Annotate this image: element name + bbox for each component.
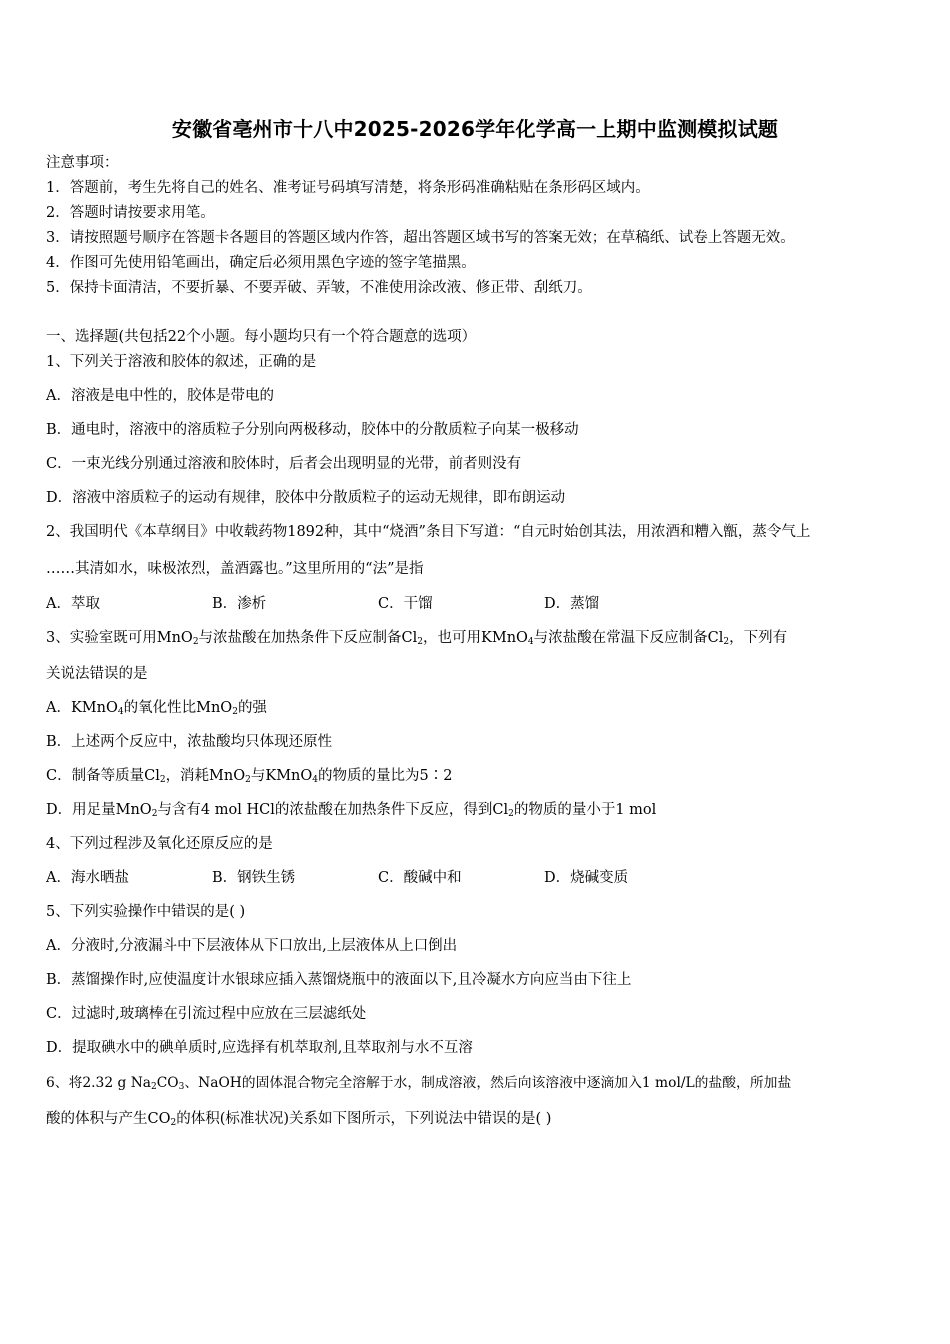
q3-option-a: A．KMnO$_4$的氧化性比MnO$_2$的强 bbox=[46, 700, 267, 717]
notice-item-4: 4．作图可先使用铅笔画出，确定后必须用黑色字迹的签字笔描黑。 bbox=[46, 255, 476, 271]
q1-option-c: C．一束光线分别通过溶液和胶体时，后者会出现明显的光带，前者则没有 bbox=[46, 456, 522, 472]
q2-stem-line2: ……其清如水，味极浓烈，盖酒露也。”这里所用的“法”是指 bbox=[46, 561, 424, 577]
q4-stem: 4、下列过程涉及氧化还原反应的是 bbox=[46, 836, 273, 852]
q1-option-d: D．溶液中溶质粒子的运动有规律，胶体中分散质粒子的运动无规律，即布朗运动 bbox=[46, 490, 566, 506]
q2-options bbox=[46, 594, 906, 614]
notice-heading: 注意事项： bbox=[46, 155, 119, 171]
q4-option-a: A．海水晒盐 bbox=[46, 870, 129, 886]
q1-option-a: A．溶液是电中性的，胶体是带电的 bbox=[46, 388, 274, 404]
q2-option-b: B．渗析 bbox=[212, 596, 267, 612]
q5-option-a: A．分液时,分液漏斗中下层液体从下口放出,上层液体从上口倒出 bbox=[46, 938, 458, 954]
q2-stem-line1: 2、我国明代《本草纲目》中收载药物1892种，其中“烧酒”条目下写道：“自元时始创其法，用浓酒和糟入甑，蒸令气上 bbox=[46, 524, 811, 540]
q6-stem-line2: 酸的体积与产生$CO_2$的体积(标准状况)关系如下图所示，下列说法中错误的是( ) bbox=[46, 1111, 552, 1128]
q2-option-a: A．萃取 bbox=[46, 596, 100, 612]
q4-option-b: B．钢铁生锈 bbox=[212, 870, 296, 886]
notice-item-3: 3．请按照题号顺序在答题卡各题目的答题区域内作答，超出答题区域书写的答案无效；在草稿纸、试卷上答题无效。 bbox=[46, 230, 795, 246]
exam-title: 安徽省亳州市十八中2025-2026学年化学高一上期中监测模拟试题 bbox=[171, 117, 779, 141]
notice-item-2: 2．答题时请按要求用笔。 bbox=[46, 205, 215, 221]
q4-options bbox=[46, 868, 906, 888]
q5-option-d: D．提取碘水中的碘单质时,应选择有机萃取剂,且萃取剂与水不互溶 bbox=[46, 1040, 473, 1056]
q3-option-b: B．上述两个反应中，浓盐酸均只体现还原性 bbox=[46, 734, 333, 750]
q3-option-d: D．用足量MnO$_2$与含有4 mol HCl的浓盐酸在加热条件下反应，得到$Cl_2$的物质的量小于1 mol bbox=[46, 802, 657, 819]
q4-option-d: D．烧碱变质 bbox=[544, 870, 629, 886]
q3-stem-line2: 关说法错误的是 bbox=[46, 666, 148, 682]
q6-stem-line1: 6、将2.32 g $Na_2CO_3$、NaOH的固体混合物完全溶解于水，制成溶液，然后向该溶液中逐滴加入1 mol/L的盐酸，所加盐 bbox=[46, 1075, 792, 1092]
q2-option-d: D．蒸馏 bbox=[544, 596, 600, 612]
q4-option-c: C．酸碱中和 bbox=[378, 870, 462, 886]
q3-option-c: C．制备等质量$Cl_2$，消耗MnO$_2$与KMnO$_4$的物质的量比为5∶2 bbox=[46, 768, 453, 785]
q5-option-b: B．蒸馏操作时,应使温度计水银球应插入蒸馏烧瓶中的液面以下,且冷凝水方向应当由下往上 bbox=[46, 972, 632, 988]
q5-option-c: C．过滤时,玻璃棒在引流过程中应放在三层滤纸处 bbox=[46, 1006, 367, 1022]
section-heading: 一、选择题(共包括22个小题。每小题均只有一个符合题意的选项） bbox=[46, 329, 477, 345]
notice-item-5: 5．保持卡面清洁，不要折暴、不要弄破、弄皱，不准使用涂改液、修正带、刮纸刀。 bbox=[46, 280, 592, 296]
q3-stem-line1: 3、实验室既可用MnO$_2$与浓盐酸在加热条件下反应制备$Cl_2$，也可用KMnO$_4$与浓盐酸在常温下反应制备$Cl_2$，下列有 bbox=[46, 630, 788, 647]
q2-option-c: C．干馏 bbox=[378, 596, 433, 612]
q1-stem: 1、下列关于溶液和胶体的叙述，正确的是 bbox=[46, 354, 317, 370]
q1-option-b: B．通电时，溶液中的溶质粒子分别向两极移动，胶体中的分散质粒子向某一极移动 bbox=[46, 422, 579, 438]
q5-stem: 5、下列实验操作中错误的是( ) bbox=[46, 904, 246, 920]
notice-item-1: 1．答题前，考生先将自己的姓名、准考证号码填写清楚，将条形码准确粘贴在条形码区域内。 bbox=[46, 180, 650, 196]
